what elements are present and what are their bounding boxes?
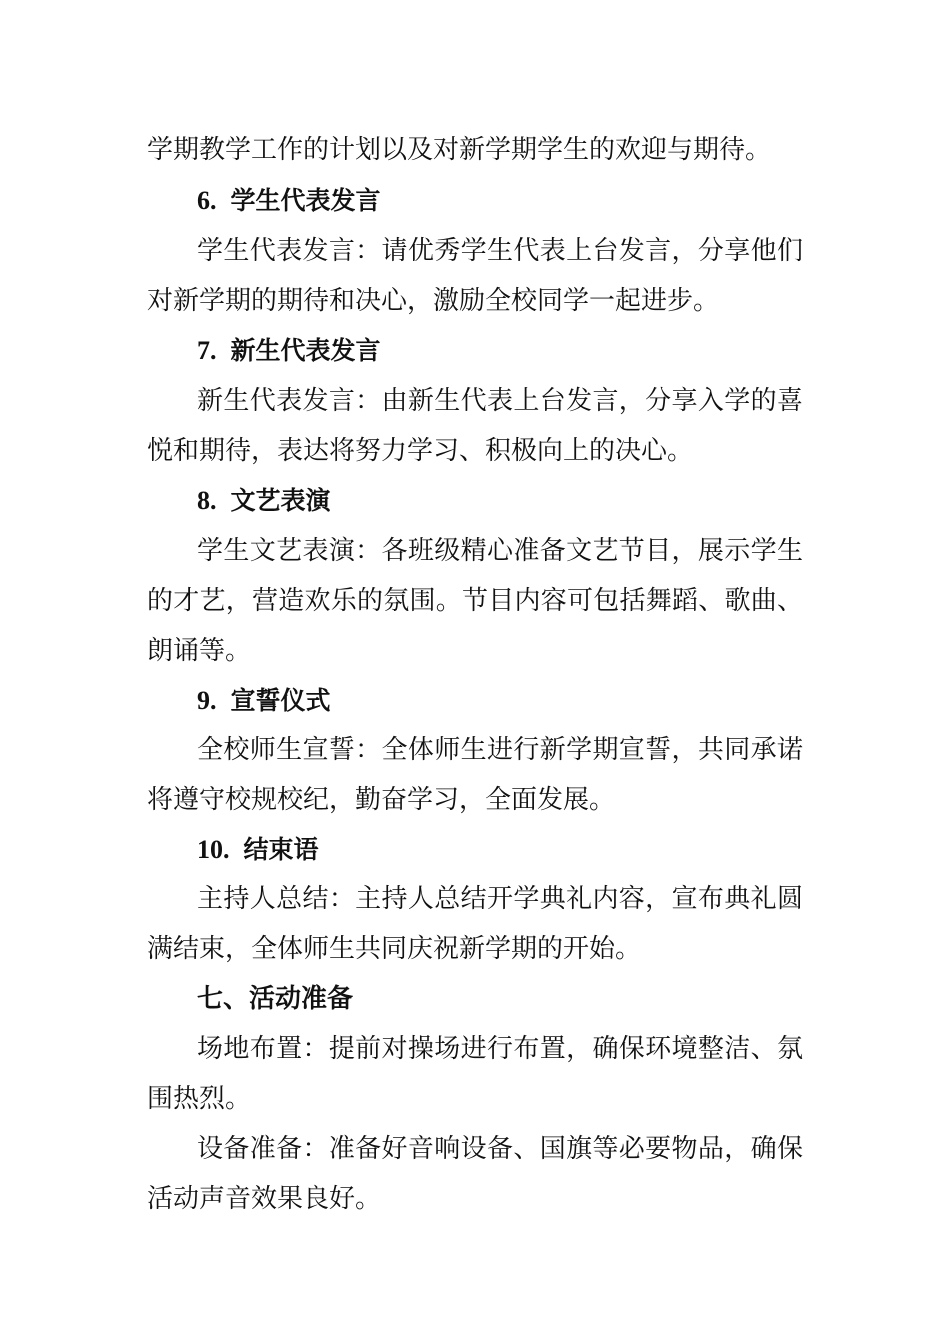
paragraph-line: 学生代表发言：请优秀学生代表上台发言，分享他们 xyxy=(197,236,803,266)
paragraph-line: 悦和期待，表达将努力学习、积极向上的决心。 xyxy=(147,436,694,466)
item-title: 结束语 xyxy=(243,835,319,864)
paragraph-line: 新生代表发言：由新生代表上台发言，分享入学的喜 xyxy=(197,386,803,416)
paragraph-line: 学期教学工作的计划以及对新学期学生的欢迎与期待。 xyxy=(147,135,772,165)
paragraph-line: 朗诵等。 xyxy=(147,636,252,666)
paragraph-line: 的才艺，营造欢乐的氛围。节目内容可包括舞蹈、歌曲、 xyxy=(147,586,803,616)
paragraph-line: 全校师生宣誓：全体师生进行新学期宣誓，共同承诺 xyxy=(197,735,803,765)
paragraph-line: 场地布置：提前对操场进行布置，确保环境整洁、氛 xyxy=(197,1034,803,1064)
paragraph-line: 活动声音效果良好。 xyxy=(147,1184,382,1214)
paragraph-line: 主持人总结：主持人总结开学典礼内容，宣布典礼圆 xyxy=(197,884,803,914)
item-title: 文艺表演 xyxy=(230,486,331,515)
section-heading: 七、活动准备 xyxy=(197,984,354,1014)
item-number: 10. xyxy=(197,835,230,864)
item-title: 学生代表发言 xyxy=(230,186,381,215)
item-title: 宣誓仪式 xyxy=(230,686,331,715)
paragraph-line: 设备准备：准备好音响设备、国旗等必要物品，确保 xyxy=(197,1134,803,1164)
item-number: 8. xyxy=(197,486,217,515)
paragraph-line: 学生文艺表演：各班级精心准备文艺节目，展示学生 xyxy=(197,536,803,566)
paragraph-line: 满结束，全体师生共同庆祝新学期的开始。 xyxy=(147,934,642,964)
item-heading-10 xyxy=(197,835,319,865)
item-heading-8 xyxy=(197,486,331,516)
item-number: 7. xyxy=(197,336,217,365)
item-heading-6 xyxy=(197,186,381,216)
item-heading-7 xyxy=(197,336,381,366)
item-title: 新生代表发言 xyxy=(230,336,381,365)
paragraph-line: 对新学期的期待和决心，激励全校同学一起进步。 xyxy=(147,286,720,316)
item-number: 6. xyxy=(197,186,217,215)
item-number: 9. xyxy=(197,686,217,715)
item-heading-9 xyxy=(197,686,331,716)
paragraph-line: 围热烈。 xyxy=(147,1084,252,1114)
paragraph-line: 将遵守校规校纪，勤奋学习，全面发展。 xyxy=(147,785,616,815)
